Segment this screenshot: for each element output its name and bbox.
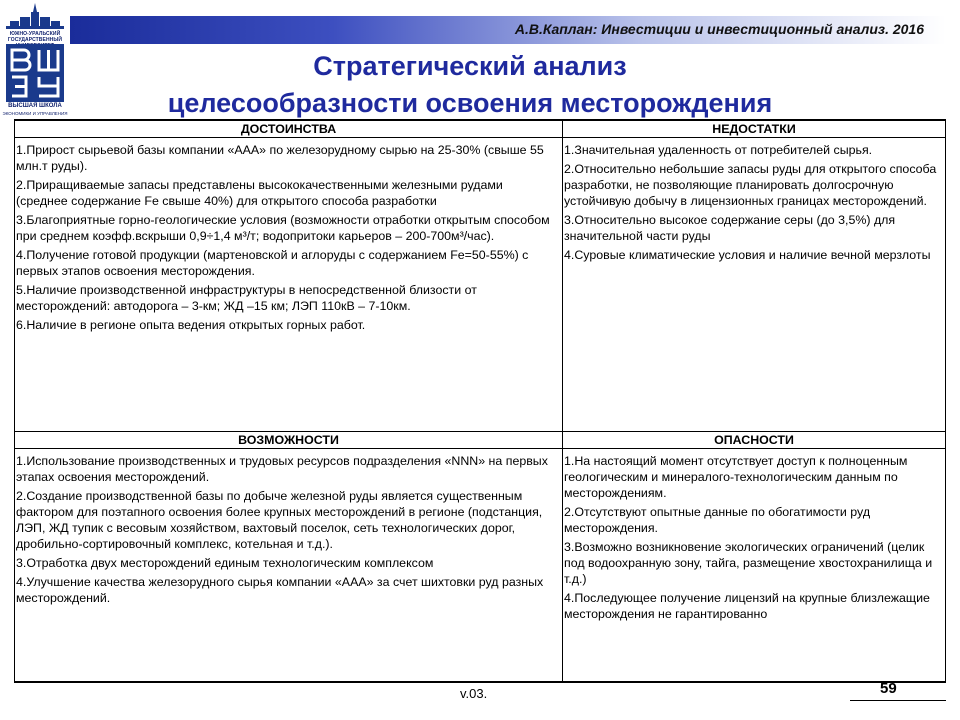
version-label: v.03. <box>460 686 488 701</box>
weakness-item: 4.Суровые климатические условия и наличие вечной мерзлоты <box>564 248 931 262</box>
opportunity-item: 2.Создание производственной базы по добыче железной руды является существенным фактором для поэтапного освоения более крупных месторождений в регионе (подстанция, ЛЭП, ЖД тупик с весовым хозяйством, вахтовый поселок, сеть технологических дорог, дробильно-сортировочный комплекс, котельная и т.д.). <box>16 489 543 551</box>
weakness-item: 2.Относительно небольшие запасы руды для открытого способа разработки, не позволяющие планировать долгосрочную устойчивую добычу в лицензионных границах месторождений. <box>564 162 937 208</box>
weaknesses-heading: НЕДОСТАТКИ <box>563 121 945 138</box>
threats-cell <box>563 432 945 683</box>
university-name: ЮЖНО-УРАЛЬСКИЙ ГОСУДАРСТВЕННЫЙ <box>7 31 63 43</box>
page-number: 59 <box>880 680 897 697</box>
swot-table <box>14 119 946 683</box>
opportunities-heading: ВОЗМОЖНОСТИ <box>15 432 562 449</box>
strength-item: 5.Наличие производственной инфраструктуры в непосредственной близости от месторождений: автодорога – 3-км; ЖД –15 км; ЛЭП 110кВ – 7-10км. <box>16 283 477 313</box>
threat-item: 2.Отсутствуют опытные данные по обогатимости руд месторождения. <box>564 505 871 535</box>
slide-title-line-2: целесообразности освоения месторождения <box>167 88 773 118</box>
opportunity-item: 1.Использование производственных и трудовых ресурсов подразделения «NNN» на первых этапах освоения месторождений. <box>16 454 548 484</box>
strength-item: 2.Приращиваемые запасы представлены высококачественными железными рудами (среднее содержание Fe свыше 40%) для открытого способа разработки <box>16 178 503 208</box>
author-line: А.В.Каплан: Инвестиции и инвестиционный анализ. 2016 <box>514 21 924 37</box>
university-logo <box>2 2 68 118</box>
school-subtitle: ЭКОНОМИКИ И УПРАВЛЕНИЯ <box>2 111 68 116</box>
strength-item: 6.Наличие в регионе опыта ведения открытых горных работ. <box>16 318 366 332</box>
university-building-icon <box>4 2 66 32</box>
threat-item: 1.На настоящий момент отсутствует доступ к полноценным геологическим и минералого-технологическим данным по месторождениям. <box>564 454 908 500</box>
threats-heading: ОПАСНОСТИ <box>563 432 945 449</box>
school-mark-icon <box>6 44 64 102</box>
slide-title-line-1: Стратегический анализ <box>313 51 627 81</box>
weakness-item: 1.Значительная удаленность от потребителей сырья. <box>564 143 873 157</box>
opportunity-item: 4.Улучшение качества железорудного сырья компании «ААА» за счет шихтовки руд разных месторождений. <box>16 575 544 605</box>
strength-item: 3.Благоприятные горно-геологические условия (возможности отработки открытым способом при среднем коэфф.вскрыши 0,9÷1,4 м³/т; водопритоки карьеров – 200-700м³/час). <box>16 213 550 243</box>
strength-item: 4.Получение готовой продукции (мартеновской и аглоруды с содержанием Fe=50-55%) с первых этапов освоения месторождения. <box>16 248 529 278</box>
strengths-cell <box>15 121 562 431</box>
slide-title <box>70 48 870 122</box>
opportunities-cell <box>15 432 562 683</box>
weaknesses-cell <box>563 121 945 431</box>
opportunity-item: 3.Отработка двух месторождений единым технологическим комплексом <box>16 556 434 570</box>
threat-item: 3.Возможно возникновение экологических ограничений (целик под водоохранную зону, тайга, размещение хвостохранилища и т.д.) <box>564 540 933 586</box>
footer-underline <box>850 700 946 701</box>
school-name: ВЫСШАЯ ШКОЛА <box>8 103 62 109</box>
strength-item: 1.Прирост сырьевой базы компании «ААА» по железорудному сырью на 25-30% (свыше 55 млн.т руды). <box>16 143 544 173</box>
threat-item: 4.Последующее получение лицензий на крупные близлежащие месторождения не гарантированно <box>564 591 930 621</box>
strengths-heading: ДОСТОИНСТВА <box>15 121 562 138</box>
weakness-item: 3.Относительно высокое содержание серы (до 3,5%) для значительной части руды <box>564 213 896 243</box>
